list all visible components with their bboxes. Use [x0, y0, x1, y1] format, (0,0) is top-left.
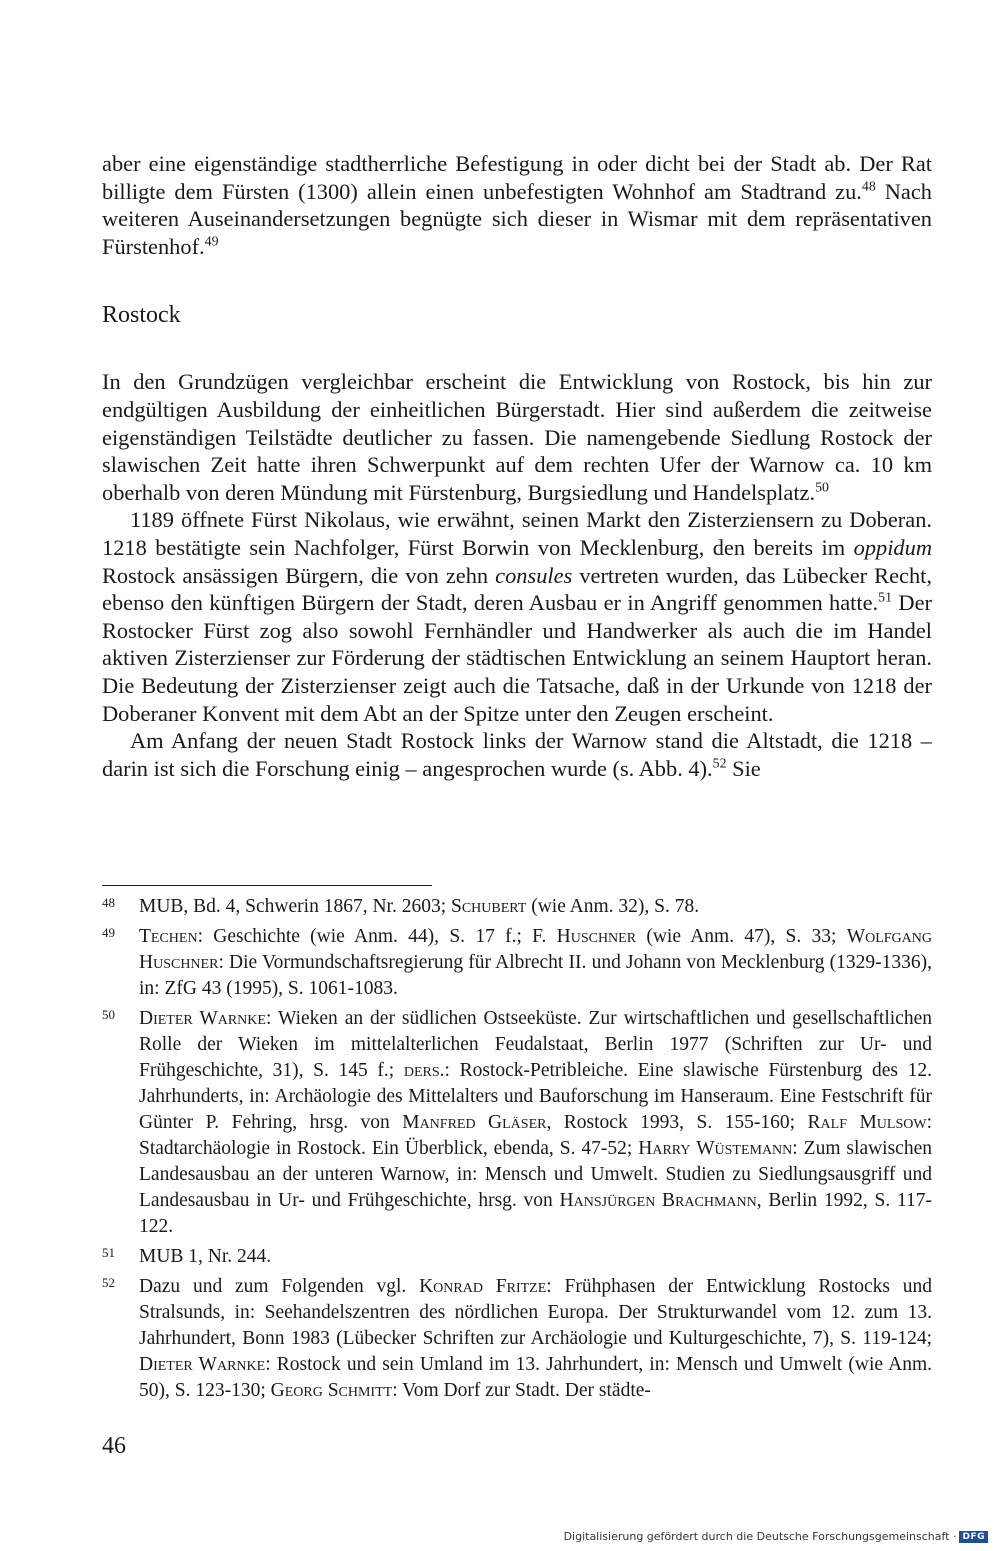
footnote-48	[102, 894, 932, 920]
paragraph-1189: 1189 öffnete Fürst Nikolaus, wie erwähnt, seinen Markt den Zisterziensern zu Doberan. 1218 bestätigte sein Nachfolger, Fürst Borwin von Mecklenburg, den bereits im oppidum Rostock ansässigen Bürgern, die von zehn consules vertreten wurden, das Lübecker Recht, ebenso den künftigen Bürgern der Stadt, deren Ausbau er in Angriff genommen hatte.$^{51}$ Der Rostocker Fürst zog also sowohl Fernhändler und Handwerker als auch die im Handel aktiven Zisterzienser zur Förderung der städtischen Entwicklung an seinem Hauptort heran. Die Bedeutung der Zisterzienser zeigt auch die Tatsache, daß in der Urkunde von 1218 der Doberaner Konvent mit dem Abt an der Spitze unter den Zeugen erscheint.	[102, 507, 933, 726]
page-number: 46	[102, 1433, 126, 1459]
footnote-number: 49	[102, 925, 115, 940]
footnote-ref-50: 50	[815, 480, 829, 496]
footnote-ref-49: 49	[204, 234, 219, 250]
paragraph-rostock-intro: In den Grundzügen vergleichbar erscheint die Entwicklung von Rostock, bis hin zur endgültigen Ausbildung der einheitlichen Bürgerstadt. Hier sind außerdem die zeitweise eigenständigen Teilstädte deutlicher zu fassen. Die namengebende Siedlung Rostock der slawischen Zeit hatte ihren Schwerpunkt auf dem rechten Ufer der Warnow ca. 10 km oberhalb von deren Mündung mit Fürstenburg, Burgsiedlung und Handelsplatz.$^{50}$	[102, 369, 932, 505]
digitization-watermark	[564, 1530, 988, 1543]
watermark-text: Digitalisierung gefördert durch die Deutsche Forschungsgemeinschaft ·	[563, 1530, 957, 1543]
footnote-text: Techen: Geschichte (wie Anm. 44), S. 17 f.; F. Huschner (wie Anm. 47), S. 33; Wolfgang Huschner: Die Vormundschaftsregierung für Albrecht II. und Johann von Mecklenburg (1329-1336), in: ZfG 43 (1995), S. 1061-1083.	[139, 926, 932, 999]
footnote-text: Dazu und zum Folgenden vgl. Konrad Fritze: Frühphasen der Entwicklung Rostocks und Stralsunds, in: Seehandelszentren des nördlichen Europa. Der Strukturwandel vom 12. zum 13. Jahrhundert, Bonn 1983 (Lübecker Schriften zur Archäologie und Kulturgeschichte, 7), S. 119-124; Dieter Warnke: Rostock und sein Umland im 13. Jahrhundert, in: Mensch und Umwelt (wie Anm. 50), S. 123-130; Georg Schmitt: Vom Dorf zur Stadt. Der städte-	[139, 1276, 932, 1401]
footnote-52	[102, 1274, 932, 1404]
footnote-ref-51: 51	[878, 590, 893, 606]
dfg-logo: DFG	[959, 1531, 988, 1543]
term-oppidum: oppidum	[853, 534, 932, 560]
footnote-rule	[102, 885, 432, 886]
footnotes	[102, 885, 932, 1408]
paragraph-altstadt: Am Anfang der neuen Stadt Rostock links der Warnow stand die Altstadt, die 1218 – darin ist sich die Forschung einig – angesprochen wurde (s. Abb. 4).$^{52}$ Sie	[102, 728, 932, 781]
footnote-51	[102, 1244, 932, 1270]
footnote-number: 51	[102, 1245, 115, 1260]
footnote-number: 48	[102, 895, 115, 910]
footnote-number: 50	[102, 1007, 115, 1022]
paragraph-continuation: aber eine eigenständige stadtherrliche Befestigung in oder dicht bei der Stadt ab. Der Rat billigte dem Fürsten (1300) allein einen unbefestigten Wohnhof am Stadtrand zu.$^{48}$ Nach weiteren Auseinandersetzungen begnügte sich dieser in Wismar mit dem repräsentativen Fürstenhof.$^{49}$	[102, 151, 932, 259]
footnote-ref-48: 48	[861, 179, 876, 195]
footnote-49	[102, 924, 932, 1002]
footnote-text: MUB 1, Nr. 244.	[139, 1246, 272, 1267]
main-text	[102, 150, 932, 782]
footnote-text: MUB, Bd. 4, Schwerin 1867, Nr. 2603; Schubert (wie Anm. 32), S. 78.	[139, 896, 700, 917]
section-heading: Rostock	[102, 302, 181, 329]
term-consules: consules	[495, 562, 573, 588]
footnote-number: 52	[102, 1275, 115, 1290]
footnote-ref-52: 52	[712, 756, 727, 772]
footnote-50	[102, 1006, 932, 1240]
footnote-text: Dieter Warnke: Wieken an der südlichen Ostseeküste. Zur wirtschaftlichen und gesellschaftlichen Rolle der Wieken im mittelalterlichen Feudalstaat, Berlin 1977 (Schriften zur Ur- und Frühgeschichte, 31), S. 145 f.; ders.: Rostock-Petribleiche. Eine slawische Fürstenburg des 12. Jahrhunderts, in: Archäologie des Mittelalters und Bauforschung im Hanseraum. Eine Festschrift für Günter P. Fehring, hrsg. von Manfred Gläser, Rostock 1993, S. 155-160; Ralf Mulsow: Stadtarchäologie in Rostock. Ein Überblick, ebenda, S. 47-52; Harry Wüstemann: Zum slawischen Landesausbau an der unteren Warnow, in: Mensch und Umwelt. Studien zu Siedlungsausgriff und Landesausbau in Ur- und Frühgeschichte, hrsg. von Hansjürgen Brachmann, Berlin 1992, S. 117-122.	[139, 1008, 932, 1237]
